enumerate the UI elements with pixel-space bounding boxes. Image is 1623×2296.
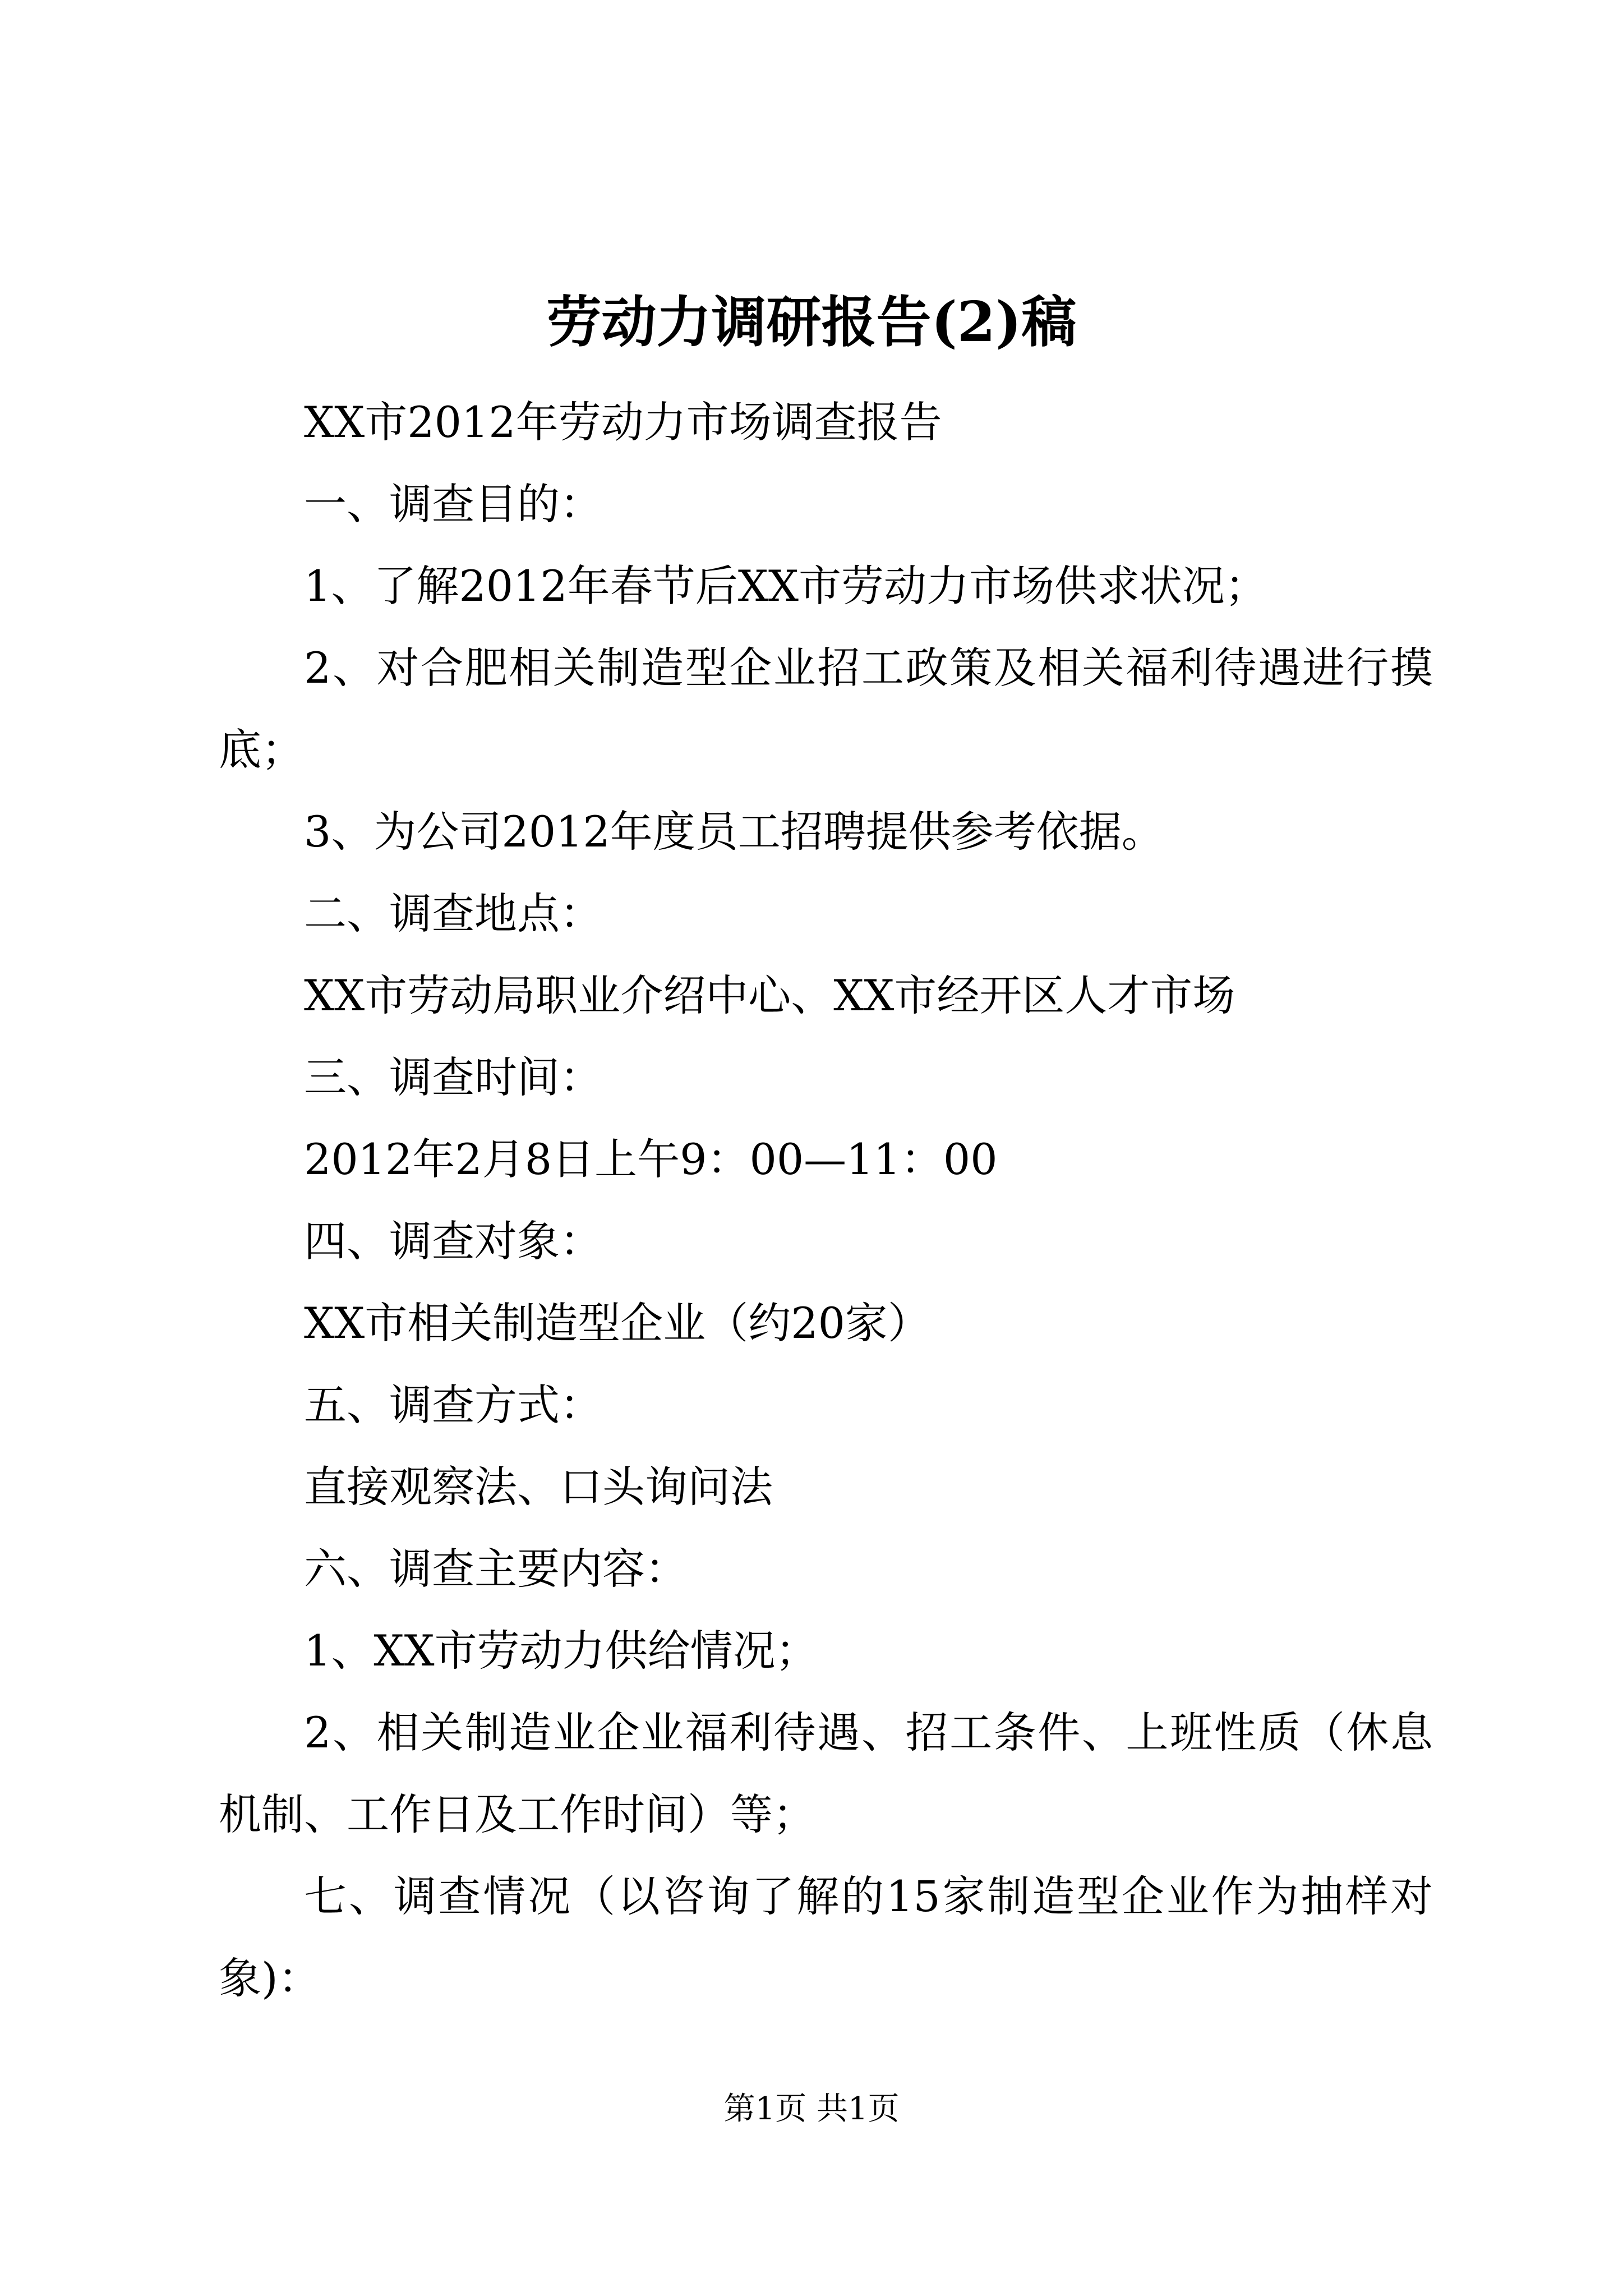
- page-footer: 第1页 共1页: [723, 2091, 900, 2127]
- document-body: [219, 381, 1433, 2019]
- paragraph-time: 2012年2月8日上午9：00—11：00: [304, 1134, 998, 1184]
- paragraph-purpose-1: 1、了解2012年春节后XX市劳动力市场供求状况；: [304, 561, 1267, 611]
- heading-purpose: 一、调查目的：: [304, 479, 602, 529]
- paragraph-subjects: XX市相关制造型企业（约20家）: [304, 1298, 930, 1348]
- paragraph-purpose-2: 2、对合肥相关制造型企业招工政策及相关福利待遇进行摸底；: [219, 643, 1433, 775]
- heading-content: 六、调查主要内容：: [304, 1544, 688, 1594]
- paragraph-report-name: XX市2012年劳动力市场调查报告: [304, 397, 942, 447]
- heading-subjects: 四、调查对象：: [304, 1216, 602, 1266]
- paragraph-method: 直接观察法、口头询问法: [304, 1462, 773, 1512]
- paragraph-purpose-3: 3、为公司2012年度员工招聘提供参考依据。: [304, 807, 1164, 857]
- heading-location: 二、调查地点：: [304, 889, 602, 938]
- paragraph-content-1: 1、XX市劳动力供给情况；: [304, 1626, 818, 1676]
- heading-findings: 七、调查情况（以咨询了解的15家制造型企业作为抽样对象)：: [219, 1871, 1433, 2003]
- paragraph-content-2: 2、相关制造业企业福利待遇、招工条件、上班性质（休息机制、工作日及工作时间）等；: [219, 1708, 1433, 1839]
- heading-method: 五、调查方式：: [304, 1380, 602, 1430]
- paragraph-location: XX市劳动局职业介绍中心、XX市经开区人才市场: [304, 970, 1235, 1020]
- heading-time: 三、调查时间：: [304, 1052, 602, 1102]
- document-title: 劳动力调研报告(2)稿: [546, 290, 1077, 355]
